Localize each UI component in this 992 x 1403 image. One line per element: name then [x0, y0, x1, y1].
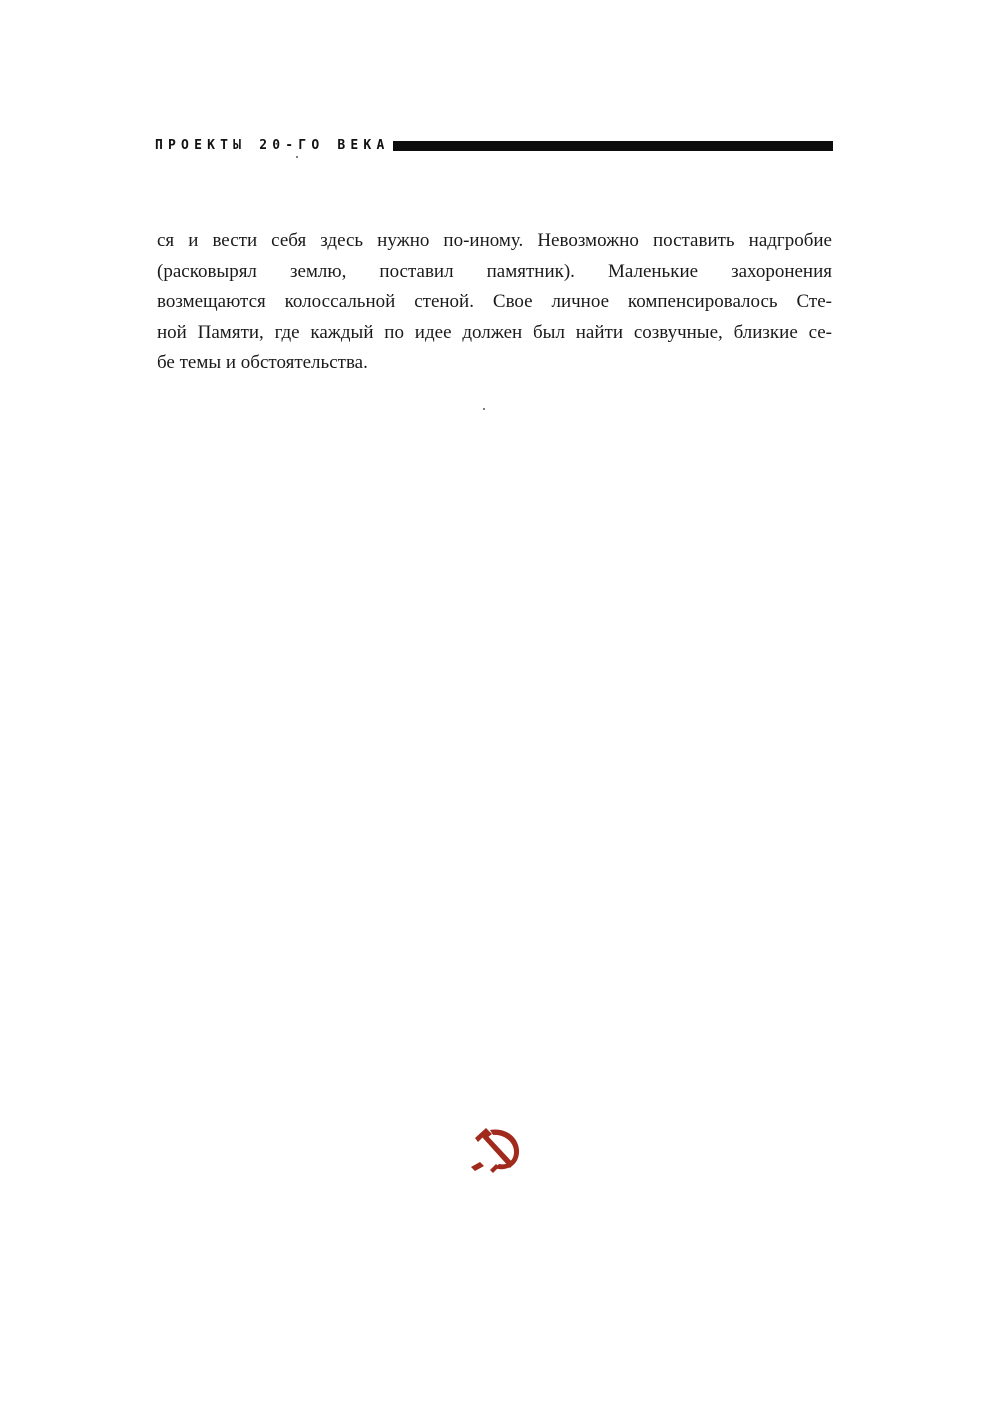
running-header — [155, 137, 833, 155]
body-paragraph — [157, 226, 832, 379]
text-line: ной Памяти, где каждый по идее должен был найти созвучные, близкие се- — [157, 321, 832, 343]
hammer-and-sickle-icon — [466, 1124, 524, 1174]
scan-speck — [483, 408, 485, 410]
text-line: ся и вести себя здесь нужно по-иному. Невозможно поставить надгробие — [157, 230, 832, 251]
text-line: возмещаются колоссальной стеной. Свое личное компенсировалось Сте- — [157, 291, 832, 312]
text-line: бе темы и обстоятельства. — [157, 352, 368, 373]
scan-speck — [296, 156, 298, 158]
text-line: (расковырял землю, поставил памятник). Маленькие захоронения — [157, 260, 832, 282]
header-rule-bar — [393, 141, 833, 151]
running-title: ПРОЕКТЫ 20-ГО ВЕКА — [155, 138, 390, 153]
